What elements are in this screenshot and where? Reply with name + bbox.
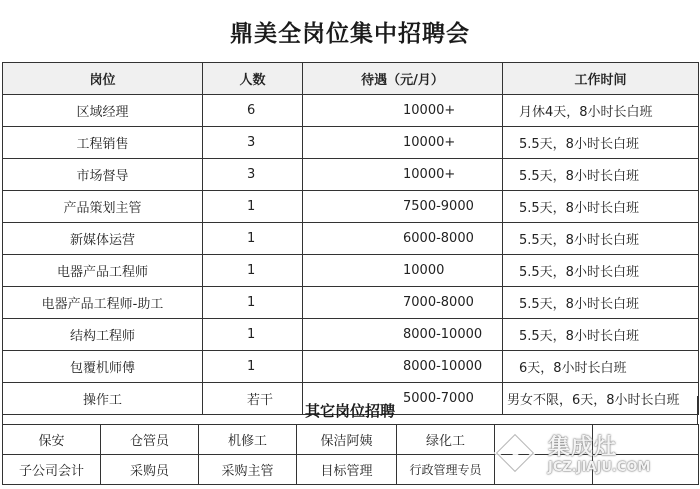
cell-count: 1 xyxy=(203,319,303,351)
table-row xyxy=(3,287,699,319)
table-row xyxy=(3,455,699,485)
other-cell xyxy=(495,425,593,455)
table-row xyxy=(3,127,699,159)
page-title: 鼎美全岗位集中招聘会 xyxy=(230,19,470,47)
cell-pay: 10000+ xyxy=(303,127,503,159)
other-positions-title: 其它岗位招聘 xyxy=(2,396,698,424)
other-cell xyxy=(593,455,699,485)
cell-position: 操作工 xyxy=(3,383,203,415)
table-row xyxy=(3,191,699,223)
cell-position: 区域经理 xyxy=(3,95,203,127)
other-cell xyxy=(593,425,699,455)
cell-pay: 10000 xyxy=(303,255,503,287)
cell-pay: 6000-8000 xyxy=(303,223,503,255)
watermark-url: JCZ.JIAJU.COM xyxy=(548,460,651,475)
cell-count: 若干 xyxy=(203,383,303,415)
cell-pay: 5000-7000 xyxy=(303,383,503,415)
cell-position: 电器产品工程师-助工 xyxy=(3,287,203,319)
cell-count: 1 xyxy=(203,351,303,383)
header-pay: 待遇（元/月） xyxy=(303,63,503,95)
cell-count: 1 xyxy=(203,191,303,223)
cell-position: 电器产品工程师 xyxy=(3,255,203,287)
other-cell: 采购主管 xyxy=(199,455,297,485)
table-row xyxy=(3,223,699,255)
cell-pay: 10000+ xyxy=(303,159,503,191)
cell-count: 1 xyxy=(203,255,303,287)
header-position: 岗位 xyxy=(3,63,203,95)
cell-position: 市场督导 xyxy=(3,159,203,191)
cell-hours: 6天，8小时长白班 xyxy=(503,351,699,383)
other-cell: 机修工 xyxy=(199,425,297,455)
cell-hours: 5.5天，8小时长白班 xyxy=(503,159,699,191)
cell-count: 1 xyxy=(203,287,303,319)
cell-hours: 5.5天，8小时长白班 xyxy=(503,127,699,159)
other-cell: 行政管理专员 xyxy=(397,455,495,485)
other-cell: 保洁阿姨 xyxy=(297,425,397,455)
other-cell: 仓管员 xyxy=(101,425,199,455)
other-cell: 目标管理 xyxy=(297,455,397,485)
other-cell: 采购员 xyxy=(101,455,199,485)
table-row xyxy=(3,425,699,455)
other-cell: 绿化工 xyxy=(397,425,495,455)
cell-hours: 5.5天，8小时长白班 xyxy=(503,319,699,351)
cell-hours: 月休4天，8小时长白班 xyxy=(503,95,699,127)
cell-count: 3 xyxy=(203,159,303,191)
cell-hours: 5.5天，8小时长白班 xyxy=(503,191,699,223)
cell-pay: 8000-10000 xyxy=(303,319,503,351)
table-row xyxy=(3,319,699,351)
jobs-table xyxy=(2,62,699,415)
cell-hours: 5.5天，8小时长白班 xyxy=(503,255,699,287)
watermark-text: 集成灶 xyxy=(548,435,618,460)
cell-position: 结构工程师 xyxy=(3,319,203,351)
cell-hours: 5.5天，8小时长白班 xyxy=(503,287,699,319)
cell-position: 包覆机师傅 xyxy=(3,351,203,383)
header-hours: 工作时间 xyxy=(503,63,699,95)
other-cell: 子公司会计 xyxy=(3,455,101,485)
cell-hours: 5.5天，8小时长白班 xyxy=(503,223,699,255)
cell-pay: 7500-9000 xyxy=(303,191,503,223)
cell-pay: 7000-8000 xyxy=(303,287,503,319)
table-row xyxy=(3,351,699,383)
cell-count: 3 xyxy=(203,127,303,159)
cell-position: 工程销售 xyxy=(3,127,203,159)
cell-position: 新媒体运营 xyxy=(3,223,203,255)
table-row xyxy=(3,95,699,127)
table-row xyxy=(3,255,699,287)
cell-pay: 8000-10000 xyxy=(303,351,503,383)
other-cell xyxy=(495,455,593,485)
header-count: 人数 xyxy=(203,63,303,95)
cell-count: 6 xyxy=(203,95,303,127)
table-row xyxy=(3,159,699,191)
other-positions-table xyxy=(2,424,699,485)
other-cell: 保安 xyxy=(3,425,101,455)
table-header-row xyxy=(3,63,699,95)
cell-count: 1 xyxy=(203,223,303,255)
cell-position: 产品策划主管 xyxy=(3,191,203,223)
cell-pay: 10000+ xyxy=(303,95,503,127)
cell-hours: 男女不限，6天，8小时长白班 xyxy=(503,383,699,415)
